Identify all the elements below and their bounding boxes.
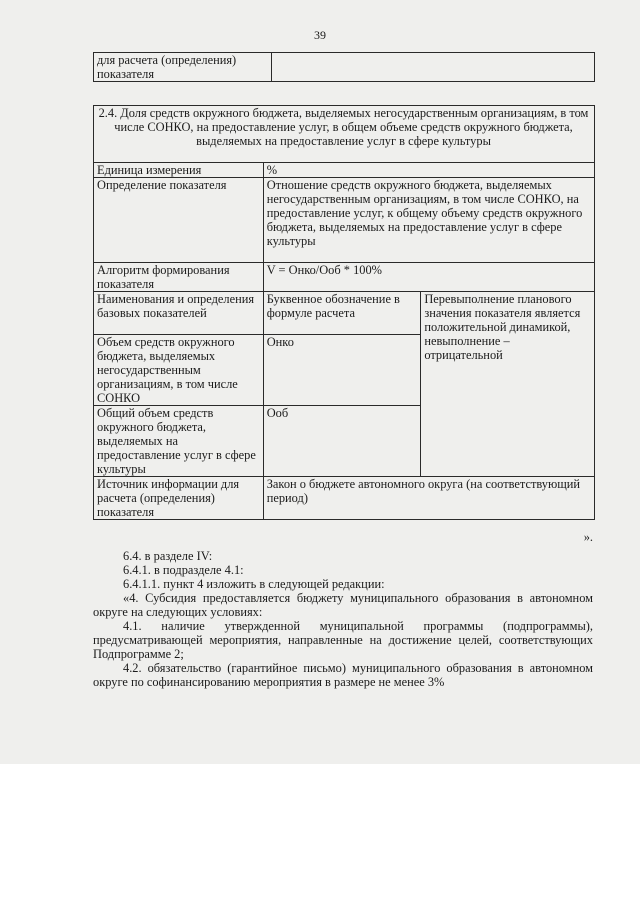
table-row xyxy=(94,263,595,292)
continued-table xyxy=(93,52,595,82)
paragraph: 6.4.1.1. пункт 4 изложить в следующей редакции: xyxy=(123,577,385,591)
paragraph: 6.4. в разделе IV: xyxy=(123,549,213,563)
page-number: 39 xyxy=(314,28,326,42)
paragraph: 4.2. обязательство (гарантийное письмо) муниципального образования в автономном округе по софинансированию мероприятия в размере не менее 3% xyxy=(93,661,593,689)
paragraph: 4.1. наличие утвержденной муниципальной программы (подпрограммы), предусматривающей мероприятия, направленные на достижение целей, соответствующих Подпрограмме 2; xyxy=(93,619,593,661)
definition-label: Определение показателя xyxy=(94,178,264,263)
section-title: 2.4. Доля средств окружного бюджета, выделяемых негосударственным организациям, в том числе СОНКО, на предоставление услуг, в общем объеме средств окружного бюджета, выделяемых на предоставление услуг в сфере культуры xyxy=(94,106,595,163)
table-row xyxy=(94,178,595,263)
body-text xyxy=(93,549,593,689)
dynamics-note: Перевыполнение планового значения показателя является положительной динамикой, невыполнение – отрицательной xyxy=(421,292,595,477)
base-indicator-letter: Онко xyxy=(263,335,421,406)
table-row xyxy=(94,53,595,82)
base-indicator-name: Объем средств окружного бюджета, выделяемых негосударственным организациям, в том числе СОНКО xyxy=(94,335,264,406)
paragraph: «4. Субсидия предоставляется бюджету муниципального образования в автономном округе на следующих условиях: xyxy=(93,591,593,619)
source-value-cell xyxy=(272,53,595,82)
base-indicator-letter: Ооб xyxy=(263,406,421,477)
table-row xyxy=(94,292,595,335)
unit-value: % xyxy=(263,163,594,178)
source-label-cell: для расчета (определения) показателя xyxy=(94,53,272,82)
algorithm-label: Алгоритм формирования показателя xyxy=(94,263,264,292)
paragraph: 6.4.1. в подразделе 4.1: xyxy=(123,563,244,577)
closing-quote: ». xyxy=(583,530,593,544)
table-row xyxy=(94,163,595,178)
table-row xyxy=(94,106,595,163)
indicator-table xyxy=(93,105,595,520)
algorithm-value: V = Онко/Ооб * 100% xyxy=(263,263,594,292)
info-source-value: Закон о бюджете автономного округа (на соответствующий период) xyxy=(263,477,594,520)
definition-value: Отношение средств окружного бюджета, выделяемых негосударственным организациям, в том числе СОНКО, на предоставление услуг, к общему объему средств окружного бюджета, выделяемых на предоставление услуг в сфере культуры xyxy=(263,178,594,263)
letter-designation-header: Буквенное обозначение в формуле расчета xyxy=(263,292,421,335)
unit-label: Единица измерения xyxy=(94,163,264,178)
base-indicators-header: Наименования и определения базовых показателей xyxy=(94,292,264,335)
info-source-label: Источник информации для расчета (определения) показателя xyxy=(94,477,264,520)
table-row xyxy=(94,477,595,520)
base-indicator-name: Общий объем средств окружного бюджета, выделяемых на предоставление услуг в сфере культуры xyxy=(94,406,264,477)
